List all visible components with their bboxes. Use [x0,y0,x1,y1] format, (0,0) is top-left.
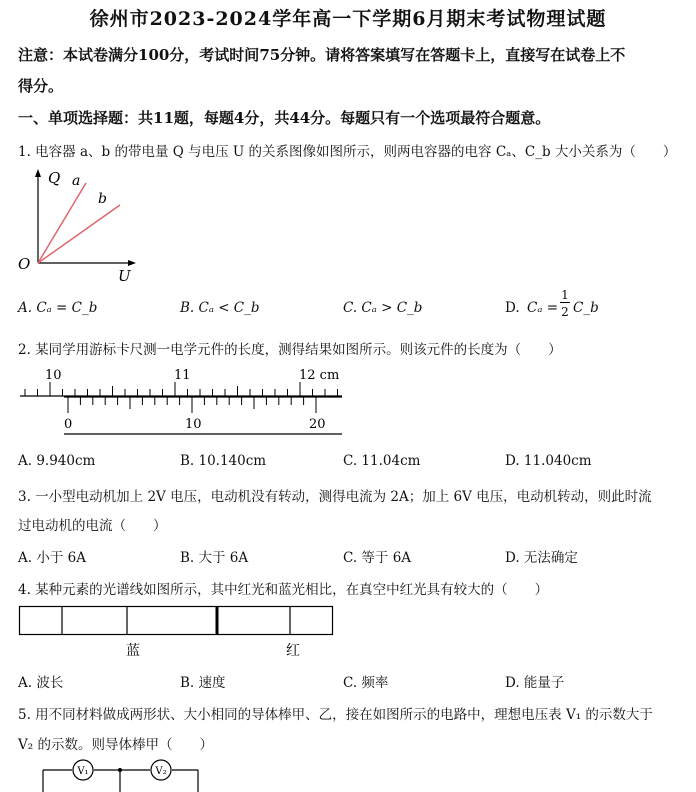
q2-vernier-label-0: 0 [64,417,73,432]
q1-option-d-numerator: 1 [561,288,569,302]
q2-vernier-caliper [14,362,350,442]
page-title: 徐州市2023-2024学年高一下学期6月期末考试物理试题 [89,8,607,30]
q5-stem-line-1: 5. 用不同材料做成两形状、大小相同的导体棒甲、乙，接在如图所示的电路中，理想电压表 V₁ 的示数大于 [18,707,653,723]
q3-stem-line-1: 3. 一小型电动机加上 2V 电压，电动机没有转动，测得电流为 2A；加上 6V 电压，电动机转动，则此时流 [18,489,652,505]
q2-main-label-12: 12 cm [299,368,340,383]
q2-main-label-10: 10 [45,368,62,383]
q1-x-arrow [128,260,136,266]
q1-origin-label: O [18,255,31,273]
q2-main-label-11: 11 [174,368,191,383]
q4-option-d: D. 能量子 [505,675,565,691]
q5-junction-dot [118,768,122,772]
notice-line-1: 注意：本试卷满分100分，考试时间75分钟。请将答案填写在答题卡上，直接写在试卷上不 [18,46,626,64]
q1-option-d-label: D. [505,300,520,316]
q1-option-d-denominator: 2 [561,305,569,319]
q1-option-c: C. Cₐ > C_b [343,300,423,316]
q1-a-label: a [72,173,81,189]
q5-v2-label: V₂ [155,766,167,777]
q1-option-d-rhs: C_b [573,300,599,316]
q3-option-a: A. 小于 6A [18,550,86,566]
q2-vernier-label-20: 20 [309,417,326,432]
q1-line-b [38,205,120,263]
q4-spectrum-box [20,607,333,635]
q1-option-d-lhs: Cₐ = [527,300,559,316]
q3-option-b: B. 大于 6A [180,550,249,566]
q2-option-c: C. 11.04cm [343,453,421,469]
q5-circuit-diagram [38,757,208,792]
q4-option-b: B. 速度 [180,675,226,691]
q1-x-label: U [118,267,131,283]
q2-stem: 2. 某同学用游标卡尺测一电学元件的长度，测得结果如图所示。则该元件的长度为（ ） [18,342,562,358]
q4-stem: 4. 某种元素的光谱线如图所示，其中红光和蓝光相比，在真空中红光具有较大的（ ） [18,582,549,598]
q3-stem-line-2: 过电动机的电流（ ） [18,518,167,534]
q1-y-arrow [35,169,41,177]
q2-option-a: A. 9.940cm [18,453,96,469]
q4-option-a: A. 波长 [18,675,64,691]
q4-option-c: C. 频率 [343,675,389,691]
q1-b-label: b [98,191,107,207]
q2-option-d: D. 11.040cm [505,453,592,469]
q1-option-a: A. Cₐ = C_b [18,300,98,316]
q1-option-b: B. Cₐ < C_b [180,300,260,316]
q1-graph [14,165,144,283]
notice-line-2: 得分。 [18,77,64,95]
q1-line-a [38,183,86,263]
q4-red-label: 红 [286,643,300,659]
q2-vernier-label-10: 10 [185,417,202,432]
q5-v1-label: V₁ [77,766,89,777]
q4-blue-label: 蓝 [126,643,140,659]
q5-stem-line-2: V₂ 的示数。则导体棒甲（ ） [18,737,213,753]
q4-spectrum-diagram [18,604,338,662]
q2-option-b: B. 10.140cm [180,453,267,469]
q1-y-label: Q [48,169,61,187]
section-heading: 一、单项选择题：共11题，每题4分，共44分。每题只有一个选项最符合题意。 [18,109,551,127]
q1-stem: 1. 电容器 a、b 的带电量 Q 与电压 U 的关系图像如图所示，则两电容器的电容 Cₐ、C_b 大小关系为（ ） [18,144,677,160]
q3-option-c: C. 等于 6A [343,550,412,566]
q3-option-d: D. 无法确定 [505,550,578,566]
